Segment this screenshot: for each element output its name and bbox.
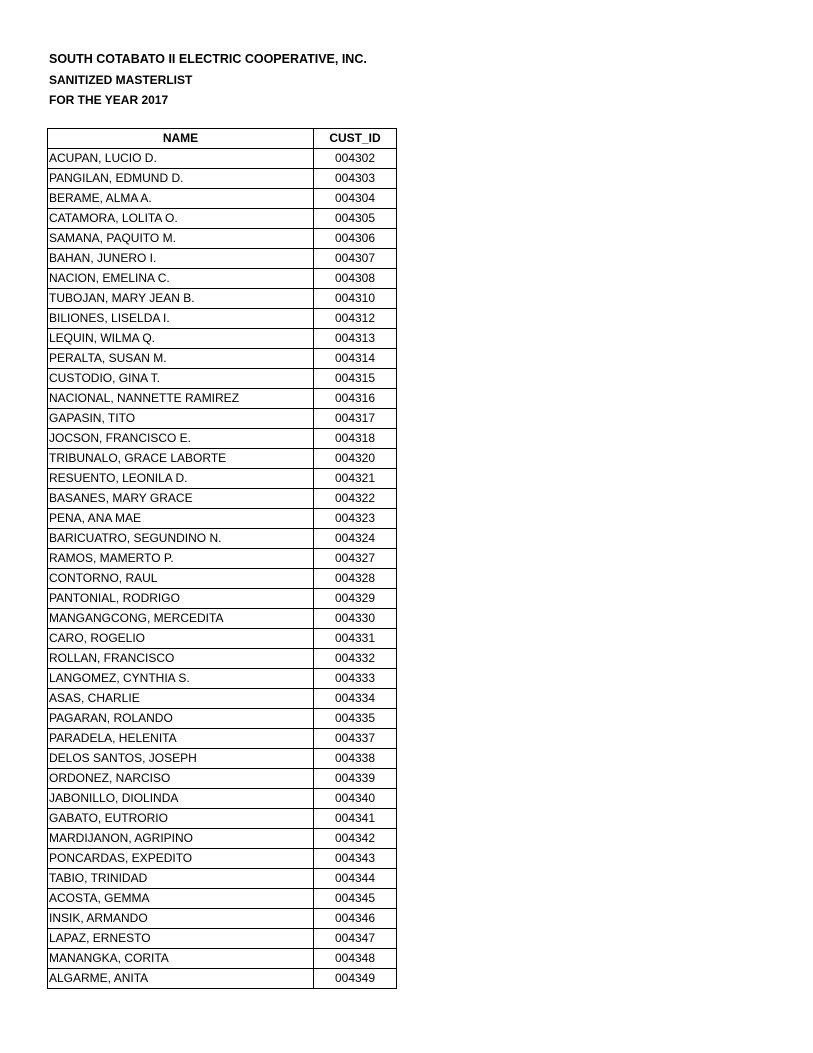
- customer-name-cell: PAGARAN, ROLANDO: [48, 709, 314, 729]
- customer-name-cell: ROLLAN, FRANCISCO: [48, 649, 314, 669]
- table-row: [48, 969, 397, 989]
- table-row: [48, 609, 397, 629]
- table-row: [48, 869, 397, 889]
- customer-id-cell: 004323: [314, 509, 397, 529]
- table-row: [48, 329, 397, 349]
- table-row: [48, 749, 397, 769]
- table-row: [48, 489, 397, 509]
- customer-name-cell: RAMOS, MAMERTO P.: [48, 549, 314, 569]
- customer-name-cell: CUSTODIO, GINA T.: [48, 369, 314, 389]
- table-row: [48, 189, 397, 209]
- customer-name-cell: INSIK, ARMANDO: [48, 909, 314, 929]
- customer-name-cell: BASANES, MARY GRACE: [48, 489, 314, 509]
- customer-name-cell: DELOS SANTOS, JOSEPH: [48, 749, 314, 769]
- table-row: [48, 829, 397, 849]
- table-row: [48, 409, 397, 429]
- customer-id-cell: 004332: [314, 649, 397, 669]
- table-row: [48, 809, 397, 829]
- document-subtitle: SANITIZED MASTERLIST: [49, 73, 193, 87]
- customer-id-cell: 004313: [314, 329, 397, 349]
- table-row: [48, 209, 397, 229]
- customer-id-cell: 004321: [314, 469, 397, 489]
- customer-id-cell: 004328: [314, 569, 397, 589]
- table-row: [48, 589, 397, 609]
- column-header-name: NAME: [48, 129, 314, 149]
- customer-name-cell: MARDIJANON, AGRIPINO: [48, 829, 314, 849]
- customer-name-cell: ACUPAN, LUCIO D.: [48, 149, 314, 169]
- customer-id-cell: 004334: [314, 689, 397, 709]
- customer-id-cell: 004327: [314, 549, 397, 569]
- table-row: [48, 349, 397, 369]
- column-header-cust-id: CUST_ID: [314, 129, 397, 149]
- customer-name-cell: RESUENTO, LEONILA D.: [48, 469, 314, 489]
- table-row: [48, 309, 397, 329]
- customer-id-cell: 004341: [314, 809, 397, 829]
- table-row: [48, 389, 397, 409]
- customer-id-cell: 004307: [314, 249, 397, 269]
- table-row: [48, 689, 397, 709]
- customer-id-cell: 004304: [314, 189, 397, 209]
- customer-id-cell: 004342: [314, 829, 397, 849]
- customer-name-cell: MANANGKA, CORITA: [48, 949, 314, 969]
- customer-name-cell: PENA, ANA MAE: [48, 509, 314, 529]
- customer-id-cell: 004316: [314, 389, 397, 409]
- table-row: [48, 569, 397, 589]
- customer-id-cell: 004324: [314, 529, 397, 549]
- table-row: [48, 649, 397, 669]
- customer-name-cell: LANGOMEZ, CYNTHIA S.: [48, 669, 314, 689]
- table-row: [48, 889, 397, 909]
- table-row: [48, 909, 397, 929]
- customer-name-cell: SAMANA, PAQUITO M.: [48, 229, 314, 249]
- customer-id-cell: 004330: [314, 609, 397, 629]
- customer-id-cell: 004308: [314, 269, 397, 289]
- customer-name-cell: LEQUIN, WILMA Q.: [48, 329, 314, 349]
- customer-id-cell: 004310: [314, 289, 397, 309]
- customer-name-cell: JOCSON, FRANCISCO E.: [48, 429, 314, 449]
- customer-name-cell: CARO, ROGELIO: [48, 629, 314, 649]
- table-row: [48, 769, 397, 789]
- customer-name-cell: ASAS, CHARLIE: [48, 689, 314, 709]
- customer-name-cell: JABONILLO, DIOLINDA: [48, 789, 314, 809]
- table-row: [48, 249, 397, 269]
- table-header-row: [48, 129, 397, 149]
- customer-name-cell: GAPASIN, TITO: [48, 409, 314, 429]
- customer-name-cell: TABIO, TRINIDAD: [48, 869, 314, 889]
- customer-name-cell: BILIONES, LISELDA I.: [48, 309, 314, 329]
- customer-id-cell: 004320: [314, 449, 397, 469]
- customer-id-cell: 004317: [314, 409, 397, 429]
- customer-id-cell: 004331: [314, 629, 397, 649]
- customer-id-cell: 004339: [314, 769, 397, 789]
- customer-id-cell: 004344: [314, 869, 397, 889]
- customer-id-cell: 004346: [314, 909, 397, 929]
- customer-name-cell: PERALTA, SUSAN M.: [48, 349, 314, 369]
- table-row: [48, 729, 397, 749]
- customer-name-cell: BERAME, ALMA A.: [48, 189, 314, 209]
- customer-name-cell: CONTORNO, RAUL: [48, 569, 314, 589]
- customer-id-cell: 004315: [314, 369, 397, 389]
- customer-id-cell: 004305: [314, 209, 397, 229]
- customer-name-cell: BAHAN, JUNERO I.: [48, 249, 314, 269]
- table-row: [48, 949, 397, 969]
- table-row: [48, 789, 397, 809]
- document-period: FOR THE YEAR 2017: [49, 93, 169, 107]
- customer-id-cell: 004333: [314, 669, 397, 689]
- table-row: [48, 709, 397, 729]
- customer-name-cell: TUBOJAN, MARY JEAN B.: [48, 289, 314, 309]
- table-row: [48, 429, 397, 449]
- table-row: [48, 449, 397, 469]
- customer-id-cell: 004329: [314, 589, 397, 609]
- customer-name-cell: NACION, EMELINA C.: [48, 269, 314, 289]
- table-row: [48, 849, 397, 869]
- table-row: [48, 669, 397, 689]
- customer-id-cell: 004322: [314, 489, 397, 509]
- table-row: [48, 269, 397, 289]
- table-row: [48, 509, 397, 529]
- customer-name-cell: PONCARDAS, EXPEDITO: [48, 849, 314, 869]
- customer-id-cell: 004314: [314, 349, 397, 369]
- customer-name-cell: MANGANGCONG, MERCEDITA: [48, 609, 314, 629]
- customer-id-cell: 004349: [314, 969, 397, 989]
- customer-id-cell: 004343: [314, 849, 397, 869]
- customer-id-cell: 004340: [314, 789, 397, 809]
- customer-name-cell: ORDONEZ, NARCISO: [48, 769, 314, 789]
- table-row: [48, 289, 397, 309]
- customer-name-cell: GABATO, EUTRORIO: [48, 809, 314, 829]
- customer-name-cell: CATAMORA, LOLITA O.: [48, 209, 314, 229]
- masterlist-table: [47, 128, 397, 989]
- customer-id-cell: 004335: [314, 709, 397, 729]
- table-body: [48, 149, 397, 989]
- customer-name-cell: ACOSTA, GEMMA: [48, 889, 314, 909]
- table-row: [48, 369, 397, 389]
- customer-name-cell: PANTONIAL, RODRIGO: [48, 589, 314, 609]
- company-title: SOUTH COTABATO II ELECTRIC COOPERATIVE, INC.: [49, 52, 367, 66]
- customer-id-cell: 004318: [314, 429, 397, 449]
- customer-id-cell: 004302: [314, 149, 397, 169]
- customer-id-cell: 004312: [314, 309, 397, 329]
- customer-name-cell: PARADELA, HELENITA: [48, 729, 314, 749]
- customer-id-cell: 004348: [314, 949, 397, 969]
- table-row: [48, 549, 397, 569]
- customer-id-cell: 004303: [314, 169, 397, 189]
- table-row: [48, 169, 397, 189]
- table-row: [48, 229, 397, 249]
- customer-name-cell: PANGILAN, EDMUND D.: [48, 169, 314, 189]
- customer-name-cell: BARICUATRO, SEGUNDINO N.: [48, 529, 314, 549]
- table-row: [48, 629, 397, 649]
- customer-name-cell: ALGARME, ANITA: [48, 969, 314, 989]
- customer-name-cell: NACIONAL, NANNETTE RAMIREZ: [48, 389, 314, 409]
- customer-id-cell: 004337: [314, 729, 397, 749]
- customer-id-cell: 004345: [314, 889, 397, 909]
- customer-id-cell: 004338: [314, 749, 397, 769]
- document-header: [49, 50, 367, 110]
- table-row: [48, 529, 397, 549]
- table-row: [48, 149, 397, 169]
- table-row: [48, 469, 397, 489]
- customer-id-cell: 004347: [314, 929, 397, 949]
- table-row: [48, 929, 397, 949]
- customer-name-cell: LAPAZ, ERNESTO: [48, 929, 314, 949]
- customer-name-cell: TRIBUNALO, GRACE LABORTE: [48, 449, 314, 469]
- customer-id-cell: 004306: [314, 229, 397, 249]
